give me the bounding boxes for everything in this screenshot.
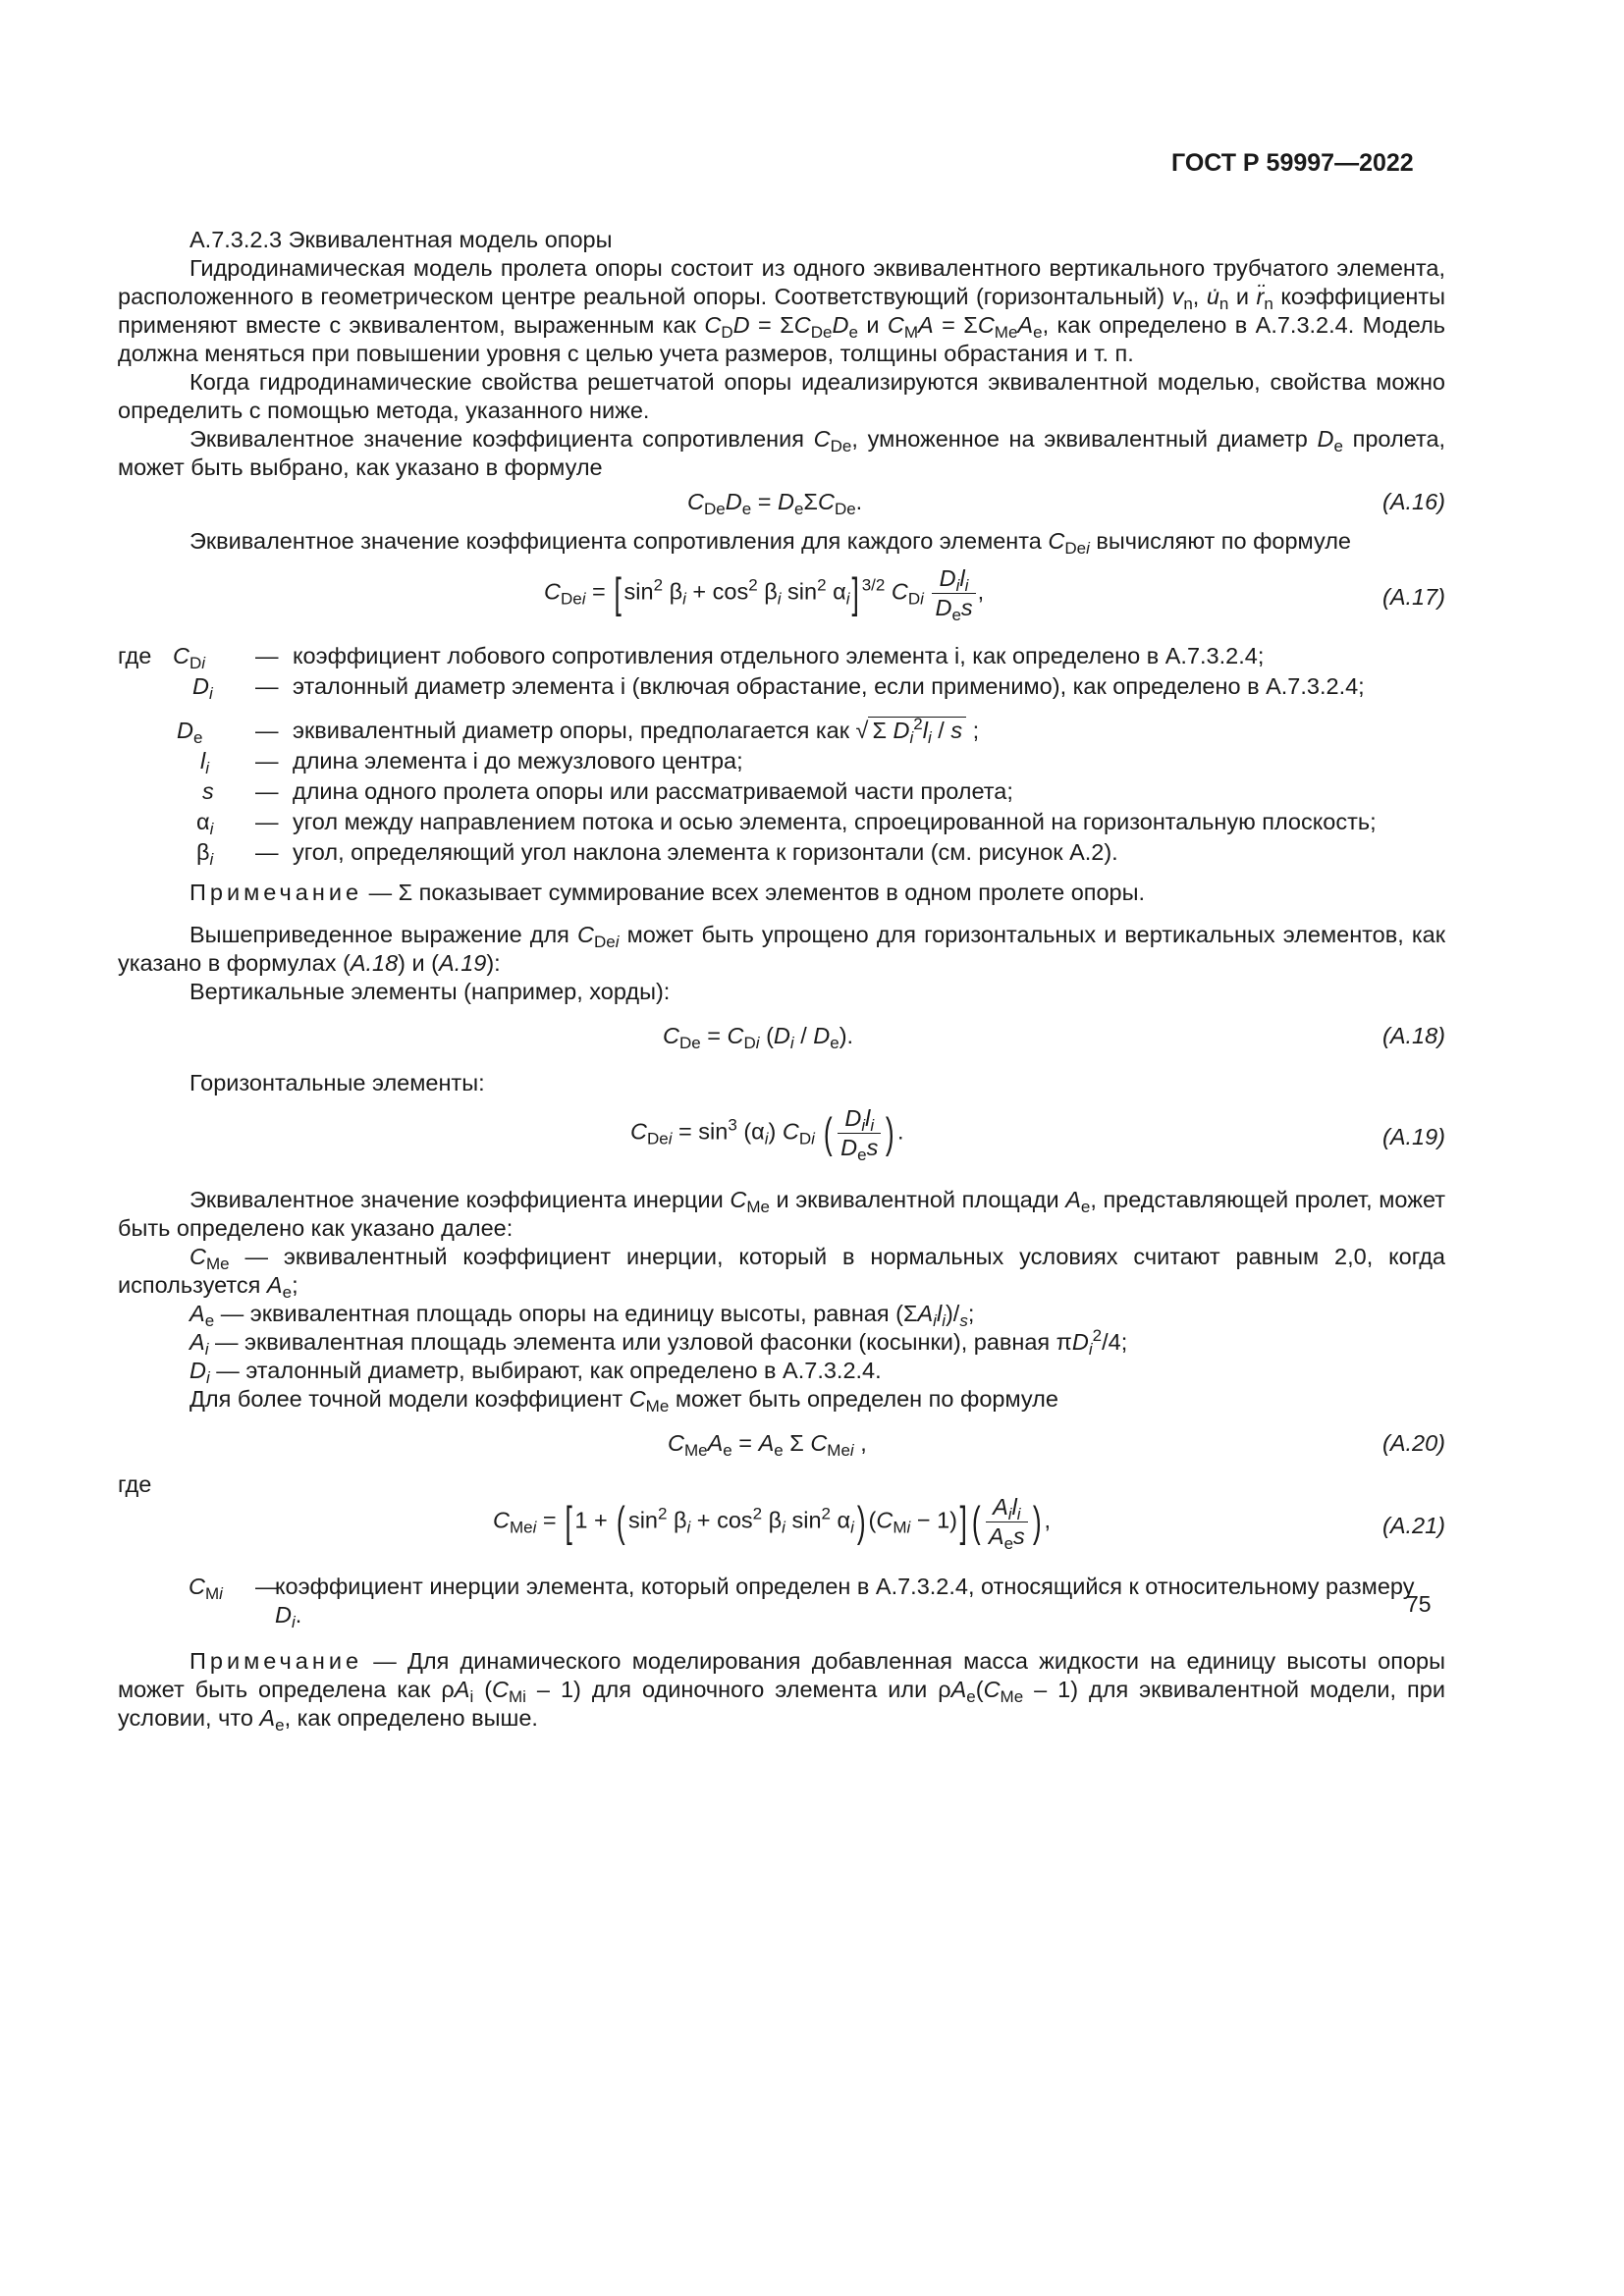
legend-text-s: длина одного пролета опоры или рассматриваемой части пролета; (293, 778, 1013, 804)
equation-number-a18: (A.18) (1382, 1023, 1445, 1048)
p5-text-c: и (411, 950, 425, 976)
legend-text-beta: угол, определяющий угол наклона элемента к горизонтали (см. рисунок А.2). (293, 839, 1118, 865)
legend-text-cmi: коэффициент инерции элемента, который определен в А.7.3.2.4, относящийся к относительному размеру (275, 1574, 1415, 1599)
equation-a20: $C_{Me}A_e = A_e$ Σ $C_{Mei}$ , (A.20) (668, 1430, 1445, 1460)
p4-text: Эквивалентное значение коэффициента сопротивления для каждого элемента (189, 528, 1042, 554)
paragraph-13: Для более точной модели коэффициент $C_{Me}$ может быть определен по формуле (189, 1386, 1058, 1415)
p13-text-a: Для более точной модели коэффициент (189, 1386, 623, 1412)
where-label-2: где (118, 1471, 152, 1497)
ref-a18: A.18 (350, 950, 399, 976)
equation-number-a19: (A.19) (1382, 1124, 1445, 1149)
p13-text-b: может быть определен по формуле (675, 1386, 1058, 1412)
paragraph-8: Эквивалентное значение коэффициента инерции $C_{Me}$ и эквивалентной площади $A_e$, представляющей пролет, может быть определено как указано далее: (118, 1187, 1446, 1241)
legend-row-beta: $\beta_i$ — угол, определяющий угол наклона элемента к горизонтали (см. рисунок А.2). (118, 838, 1445, 869)
equation-a17: $C_{Dei}$ = [ $\sin^2 \beta_i + \cos^2 \beta_i$ $\sin^2 \alpha_i$] $^{3/2}$ $C_{Di}$ $\frac{D_il_i}{D_es}$ , (A.17) (544, 565, 1445, 624)
document-header: ГОСТ Р 59997—2022 (1171, 149, 1414, 177)
legend-text-de: эквивалентный диаметр опоры, предполагается как (293, 718, 850, 743)
p10-text: — эквивалентная площадь опоры на единицу высоты, равная (220, 1301, 890, 1326)
paragraph-2: Когда гидродинамические свойства решетчатой опоры идеализируются эквивалентной моделью, свойства можно определить с помощью метода, указанного ниже. (118, 369, 1445, 423)
note-1-label: Примечание (189, 880, 363, 905)
paragraph-5: Вышеприведенное выражение для $C_{Dei}$ может быть упрощено для горизонтальных и вертикальных элементов, как указано в формулах (A.18) и (A.19): (118, 922, 1446, 976)
paragraph-9: $C_{Me}$ — эквивалентный коэффициент инерции, который в нормальных условиях считают равным 2,0, когда используется $A_e$; (118, 1244, 1445, 1302)
symbol-legend (118, 642, 1445, 869)
equation-number-a16: (A.16) (1382, 489, 1445, 514)
page-number: 75 (1406, 1591, 1432, 1617)
p8-text-a: Эквивалентное значение коэффициента инерции (189, 1187, 724, 1212)
section-title: А.7.3.2.3 Эквивалентная модель опоры (189, 227, 613, 252)
legend-text-li: длина элемента i до межузлового центра; (293, 748, 743, 774)
legend-row-cmi: $C_{Mi}$ — коэффициент инерции элемента, который определен в А.7.3.2.4, относящийся к относительному размеру $D_i$. (189, 1574, 1415, 1631)
equation-a21: где $C_{Mei}$ = [ 1 + ( $\sin^2 \beta_i + \cos^2 \beta_i$ $\sin^2 \alpha_i$) $(C_{Mi} - 1)$] ( $\frac{A_il_i}{A_es}$ ) , (A.21) (118, 1471, 1445, 1553)
equation-a18: $C_{De} = C_{Di}$ $(D_i / D_e)$. (A.18) (663, 1023, 1445, 1052)
paragraph-10: $A_e$ — эквивалентная площадь опоры на единицу высоты, равная $(\Sigma A_il_i)/_s$; (189, 1301, 975, 1330)
p3-text-b: умноженное на эквивалентный диаметр (867, 426, 1308, 452)
p5-text-b: может быть упрощено для горизонтальных и вертикальных элементов, как указано в формулах (118, 922, 1446, 976)
equation-number-a20: (A.20) (1382, 1430, 1445, 1456)
p12-text: — эталонный диаметр, выбирают, как определено в А.7.3.2.4. (216, 1358, 882, 1383)
equation-a16: $C_{De}D_e = D_e\Sigma C_{De}$. (A.16) (687, 489, 1445, 518)
paragraph-3: Эквивалентное значение коэффициента сопротивления $C_{De}$, умноженное на эквивалентный диаметр $D_e$ пролета, может быть выбрано, как указано в формуле (118, 426, 1446, 480)
legend-text-di: эталонный диаметр элемента i (включая обрастание, если применимо), как определено в А.7.3.2.4; (293, 673, 1365, 699)
p4-text-b: вычисляют по формуле (1096, 528, 1351, 554)
p8-text-c: представляющей пролет, может быть определено как указано далее: (118, 1187, 1446, 1241)
p5-text-a: Вышеприведенное выражение для (189, 922, 569, 947)
p3-text-a: Эквивалентное значение коэффициента сопротивления (189, 426, 804, 452)
legend-text-cdi: коэффициент лобового сопротивления отдельного элемента i, как определено в А.7.3.2.4; (293, 643, 1265, 668)
equation-number-a17: (A.17) (1382, 584, 1445, 610)
legend-row-cdi: где $C_{Di}$ — коэффициент лобового сопротивления отдельного элемента i, как определено в А.7.3.2.4; (118, 642, 1445, 672)
paragraph-7: Горизонтальные элементы: (189, 1070, 485, 1095)
where-label: где (118, 643, 152, 668)
legend-text-alpha: угол между направлением потока и осью элемента, спроецированной на горизонтальную плоскость; (293, 809, 1377, 834)
legend-row-alpha: $\alpha_i$ — угол между направлением потока и осью элемента, спроецированной на горизонтальную плоскость; (118, 808, 1445, 838)
document-body (118, 226, 1445, 1733)
paragraph-4: Эквивалентное значение коэффициента сопротивления для каждого элемента $C_{Dei}$ вычисляют по формуле (189, 528, 1351, 558)
p11-text: — эквивалентная площадь элемента или узловой фасонки (косынки), равная (215, 1329, 1051, 1355)
p1-text-a: Гидродинамическая модель пролета опоры состоит из одного эквивалентного вертикального трубчатого элемента, расположенного в геометрическом центре реальной опоры. Соответствующий (горизонтальный) (118, 255, 1445, 309)
paragraph-1: Гидродинамическая модель пролета опоры состоит из одного эквивалентного вертикального трубчатого элемента, расположенного в геометрическом центре реальной опоры. Соответствующий (горизонтальный) $v_n$, $u̇_n$ и $r̈_n$ коэффициенты применяют вместе с эквивалентом, выраженным как $C_DD = \Sigma C_{De}D_e$ и $C_MA = \Sigma C_{Me}A_e$, как определено в А.7.3.2.4. Модель должна меняться при повышении уровня с целью учета размеров, толщины обрастания и т. п. (118, 255, 1446, 366)
note-2-label: Примечание (189, 1648, 363, 1674)
equation-a19: $C_{Dei} = \sin^3 (\alpha_i)$ $C_{Di}$ ( $\frac{D_il_i}{D_es}$ ) . (A.19) (630, 1105, 1445, 1164)
p1-text-b: коэффициенты применяют вместе с эквивалентом, выраженным как (118, 284, 1446, 338)
paragraph-12: $D_i$ — эталонный диаметр, выбирают, как определено в А.7.3.2.4. (189, 1358, 882, 1387)
note-1-text: — Σ показывает суммирование всех элементов в одном пролете опоры. (368, 880, 1146, 905)
legend-row-li: $l_i$ — длина элемента i до межузлового центра; (118, 747, 1445, 777)
legend-row-s: s — длина одного пролета опоры или рассматриваемой части пролета; (118, 777, 1445, 808)
legend-row-de: $D_e$ — эквивалентный диаметр опоры, предполагается как √ Σ $D_i^2l_i$ / s ; (177, 715, 980, 747)
p3-text-c: пролета, может быть выбрано, как указано в формуле (118, 426, 1446, 480)
p1-text-c: как определено в А.7.3.2.4. Модель должна меняться при повышении уровня с целью учета размеров, толщины обрастания и т. п. (118, 312, 1446, 366)
paragraph-6: Вертикальные элементы (например, хорды): (189, 979, 671, 1004)
note-1 (118, 879, 1445, 907)
note-2 (118, 1647, 1445, 1733)
legend-row-di: $D_i$ — эталонный диаметр элемента i (включая обрастание, если применимо), как определено в А.7.3.2.4; (118, 672, 1445, 703)
ref-a19: A.19 (439, 950, 487, 976)
equation-number-a21: (A.21) (1382, 1513, 1445, 1538)
p8-text-b: и эквивалентной площади (776, 1187, 1059, 1212)
note-2-text: — Для динамического моделирования добавленная масса жидкости на единицу высоты опоры может быть определена как $\rho A_i$ $(C_{Mi} - 1)$ для одиночного элемента или $\rho A_e(C_{Me} - 1)$ для эквивалентной модели, при условии, что $A_e$, как определено выше. (118, 1648, 1445, 1735)
paragraph-11: $A_i$ — эквивалентная площадь элемента или узловой фасонки (косынки), равная $\pi D_i^2/4$; (189, 1326, 1128, 1359)
p9-text: — эквивалентный коэффициент инерции, который в нормальных условиях считают равным 2,0, когда используется (118, 1244, 1445, 1298)
